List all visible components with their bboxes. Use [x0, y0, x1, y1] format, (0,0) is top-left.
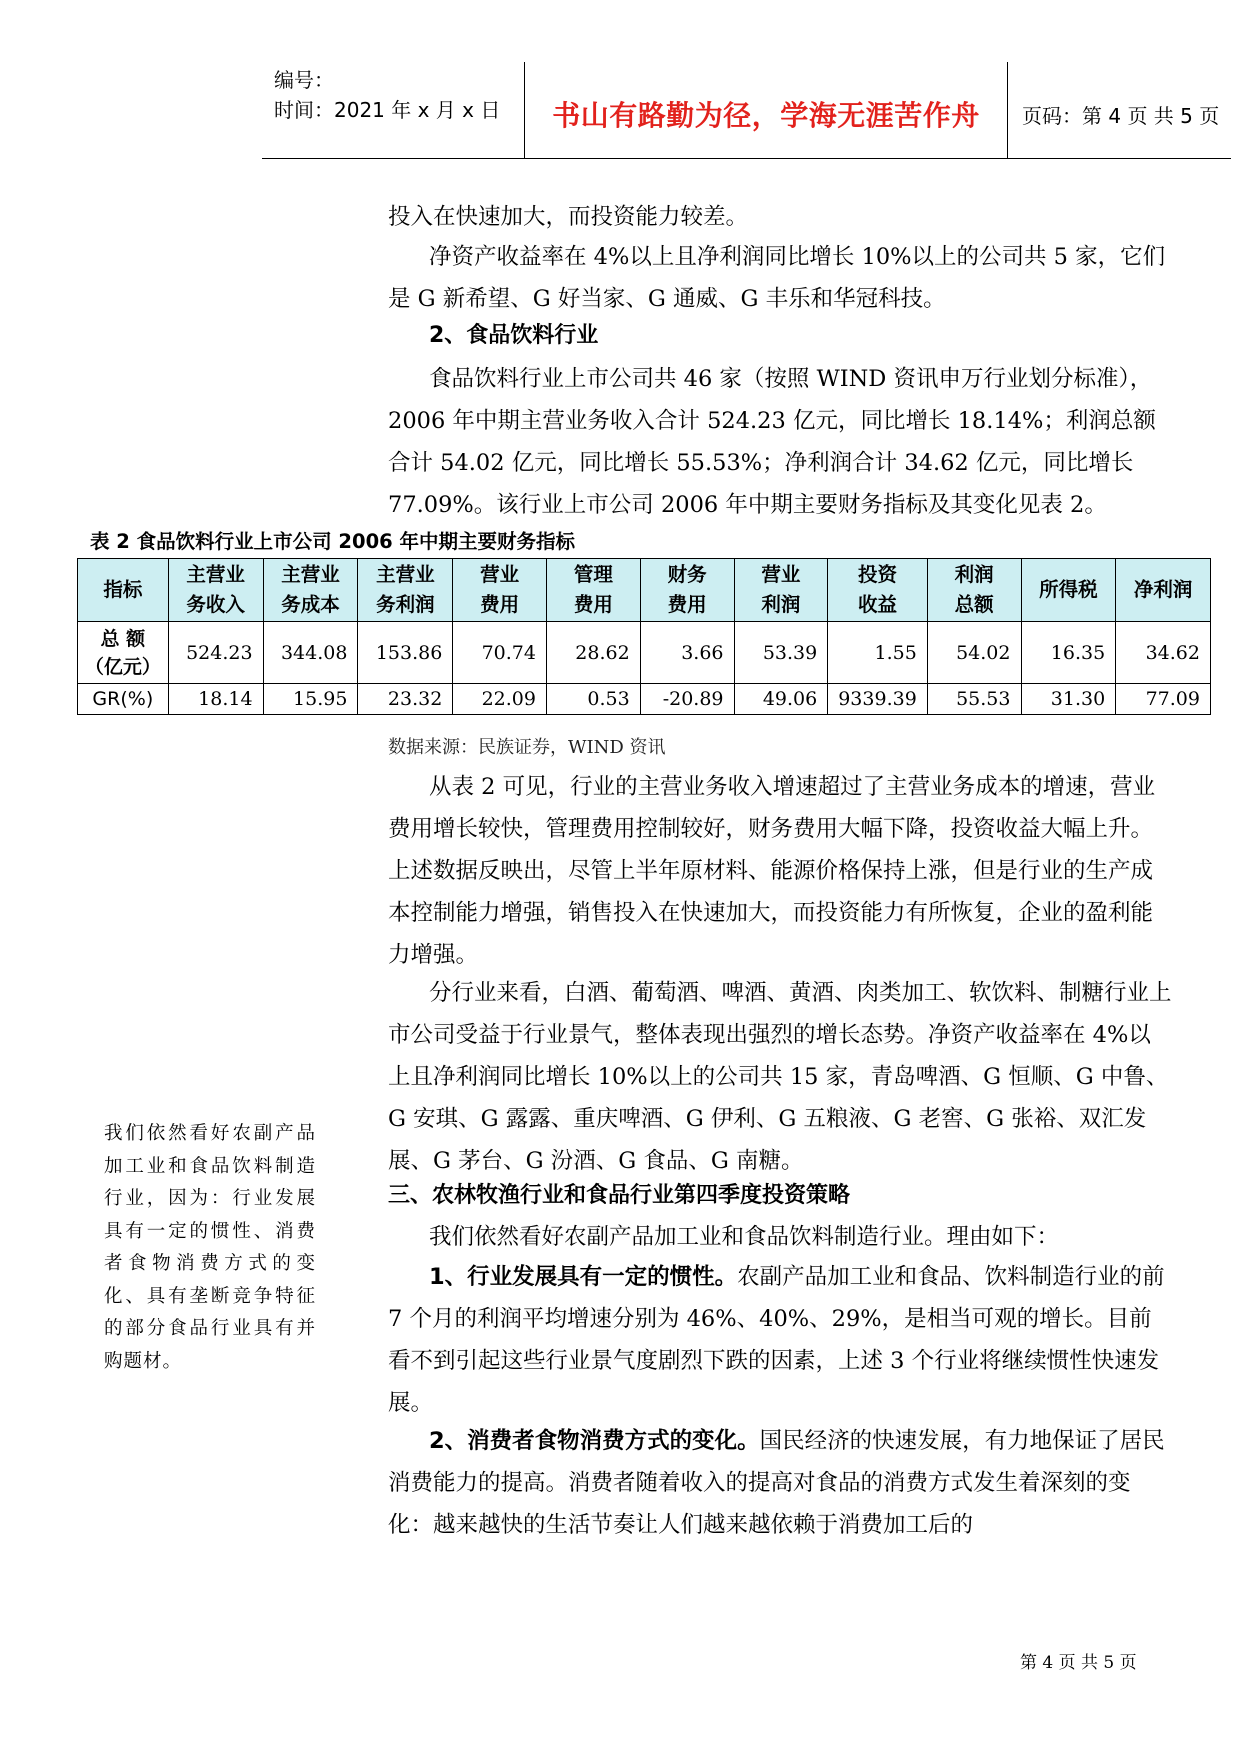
page-footer: 第 4 页 共 5 页 [1020, 1653, 1137, 1673]
table-header-cell [734, 559, 828, 622]
header-text: 务利润 [376, 593, 435, 616]
table-header-cell [1116, 559, 1211, 622]
header-text: 收益 [858, 593, 898, 616]
section-heading: 2、食品饮料行业 [429, 323, 599, 348]
table-cell: 34.62 [1116, 622, 1211, 684]
header-text: 主营业 [376, 563, 435, 586]
paragraph-text: 国民经济的快速发展，有力地保证了居民消费能力的提高。消费者随着收入的提高对食品的消费方式发生着深刻的变化：越来越快的生活节奏让人们越来越依赖于消费加工后的 [388, 1428, 1165, 1538]
table-cell: 344.08 [263, 622, 358, 684]
table-cell: 0.53 [547, 684, 641, 715]
table-header-cell [640, 559, 734, 622]
row-label [78, 684, 169, 715]
header-text: 所得税 [1039, 578, 1098, 601]
table-header-cell [828, 559, 928, 622]
header-page-cell [1008, 62, 1231, 158]
table-cell: 31.30 [1021, 684, 1116, 715]
table-cell: 3.66 [640, 622, 734, 684]
paragraph: 食品饮料行业上市公司共 46 家（按照 WIND 资讯申万行业划分标准），2006 年中期主营业务收入合计 524.23 亿元，同比增长 18.14%；利润总额合计 54.02 亿元，同比增长 55.53%；净利润合计 34.62 亿元，同比增长 77.09%。该行业上市公司 2006 年中期主要财务指标及其变化见表 2。 [388, 366, 1156, 518]
table-caption: 表 2 食品饮料行业上市公司 2006 年中期主要财务指标 [90, 530, 575, 553]
paragraph [388, 1420, 1172, 1546]
paragraph-lead: 2、消费者食物消费方式的变化。 [429, 1428, 760, 1454]
header-text: 利润 [954, 563, 994, 586]
table-header-cell [168, 559, 263, 622]
table-cell: 15.95 [263, 684, 358, 715]
table-cell: 16.35 [1021, 622, 1116, 684]
section-heading: 三、农林牧渔行业和食品行业第四季度投资策略 [388, 1183, 851, 1208]
page-header [262, 62, 1231, 159]
paragraph: 从表 2 可见，行业的主营业务收入增速超过了主营业务成本的增速，营业费用增长较快，管理费用控制较好，财务费用大幅下降，投资收益大幅上升。上述数据反映出，尽管上半年原材料、能源价格保持上涨，但是行业的生产成本控制能力增强，销售投入在快速加大，而投资能力有所恢复，企业的盈利能力增强。 [388, 774, 1156, 968]
paragraph: 我们依然看好农副产品加工业和食品饮料制造行业。理由如下： [429, 1224, 1060, 1250]
table-cell: 70.74 [453, 622, 547, 684]
header-text: 费用 [667, 593, 707, 616]
header-text: 务收入 [186, 593, 245, 616]
page-info: 页码：第 4 页 共 5 页 [1022, 104, 1220, 128]
header-text: 务成本 [281, 593, 340, 616]
header-text: 管理 [573, 563, 613, 586]
header-text: 主营业 [186, 563, 245, 586]
table-header-cell [927, 559, 1021, 622]
header-text: 费用 [480, 593, 520, 616]
table-header-cell [358, 559, 453, 622]
table-header-cell [263, 559, 358, 622]
financial-table [77, 558, 1211, 715]
header-motto-cell [525, 62, 1008, 158]
table-cell: 524.23 [168, 622, 263, 684]
paragraph [388, 1256, 1172, 1424]
header-text: 主营业 [281, 563, 340, 586]
motto: 书山有路勤为径，学海无涯苦作舟 [552, 99, 980, 132]
row-label-text: GR(%) [92, 688, 154, 710]
paragraph-lead: 1、行业发展具有一定的惯性。 [429, 1264, 738, 1290]
table-cell: 22.09 [453, 684, 547, 715]
header-text: 营业 [761, 563, 801, 586]
header-text: 利润 [761, 593, 801, 616]
table-header-cell [547, 559, 641, 622]
table-cell: 23.32 [358, 684, 453, 715]
table-row [78, 622, 1211, 684]
table-cell: 153.86 [358, 622, 453, 684]
table-header-cell [78, 559, 169, 622]
document-time: 时间：2021 年 x 月 x 日 [274, 98, 501, 122]
table-cell: 77.09 [1116, 684, 1211, 715]
row-label-text: （亿元） [84, 655, 161, 678]
header-text: 投资 [858, 563, 898, 586]
table-row [78, 684, 1211, 715]
table-cell: 49.06 [734, 684, 828, 715]
paragraph: 投入在快速加大，而投资能力较差。 [388, 204, 749, 230]
row-label [78, 622, 169, 684]
header-text: 总额 [954, 593, 994, 616]
table-cell: -20.89 [640, 684, 734, 715]
table-cell: 53.39 [734, 622, 828, 684]
header-meta [262, 62, 525, 158]
row-label-text: 总 额 [100, 627, 146, 650]
table-cell: 1.55 [828, 622, 928, 684]
table-cell: 55.53 [927, 684, 1021, 715]
sidebar-note: 我们依然看好农副产品加工业和食品饮料制造行业，因为：行业发展具有一定的惯性、消费者食物消费方式的变化、具有垄断竞争特征的部分食品行业具有并购题材。 [104, 1123, 316, 1372]
header-text: 费用 [573, 593, 613, 616]
header-text: 营业 [480, 563, 520, 586]
table-cell: 9339.39 [828, 684, 928, 715]
table-header-cell [453, 559, 547, 622]
header-text: 指标 [103, 578, 143, 601]
table-cell: 28.62 [547, 622, 641, 684]
document-number: 编号： [274, 68, 334, 92]
paragraph: 分行业来看，白酒、葡萄酒、啤酒、黄酒、肉类加工、软饮料、制糖行业上市公司受益于行业景气，整体表现出强烈的增长态势。净资产收益率在 4%以上且净利润同比增长 10%以上的公司共 15 家，青岛啤酒、G 恒顺、G 中鲁、G 安琪、G 露露、重庆啤酒、G 伊利、G 五粮液、G 老窖、G 张裕、双汇发展、G 茅台、G 汾酒、G 食品、G 南糖。 [388, 980, 1172, 1174]
table-cell: 18.14 [168, 684, 263, 715]
paragraph: 净资产收益率在 4%以上且净利润同比增长 10%以上的公司共 5 家，它们是 G 新希望、G 好当家、G 通威、G 丰乐和华冠科技。 [388, 244, 1166, 312]
paragraph-text: 农副产品加工业和食品、饮料制造行业的前 7 个月的利润平均增速分别为 46%、40%、29%，是相当可观的增长。目前看不到引起这些行业景气度剧烈下跌的因素，上述 3 个行业将继续惯性快速发展。 [388, 1264, 1165, 1416]
table-source: 数据来源：民族证券，WIND 资讯 [388, 737, 666, 758]
header-text: 净利润 [1133, 578, 1193, 601]
table-cell: 54.02 [927, 622, 1021, 684]
header-text: 财务 [667, 563, 707, 586]
table-header-cell [1021, 559, 1116, 622]
